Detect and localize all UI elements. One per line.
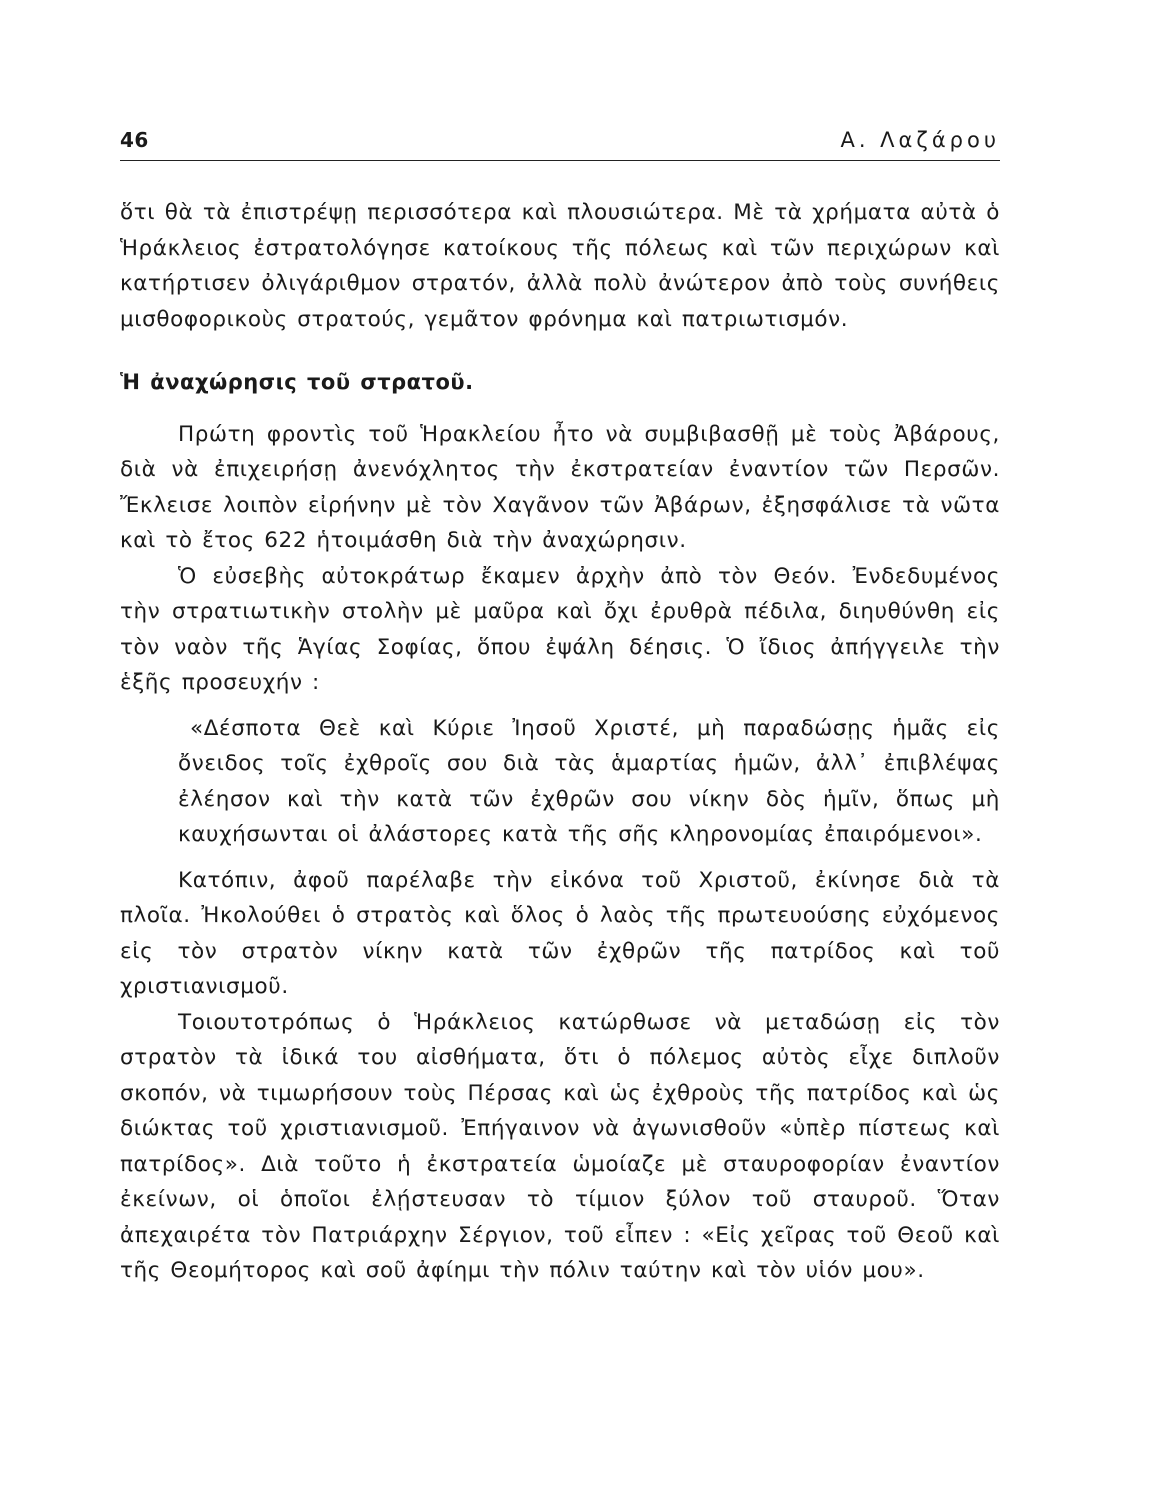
body-text [120,195,1000,1289]
paragraph: Ὁ εὐσεβὴς αὐτοκράτωρ ἔκαμεν ἀρχὴν ἀπὸ τὸν Θεόν. Ἐνδεδυμένος τὴν στρατιωτικὴν στολὴν μὲ μαῦρα καὶ ὄχι ἐρυθρὰ πέδιλα, διηυθύνθη εἰς τὸν ναὸν τῆς Ἁγίας Σοφίας, ὅπου ἐψάλη δέησις. Ὁ ἴδιος ἀπήγγειλε τὴν ἑξῆς προσευχήν : [120,563,1000,695]
paragraph: Πρώτη φροντὶς τοῦ Ἡρακλείου ἦτο νὰ συμβιβασθῇ μὲ τοὺς Ἀβάρους, διὰ νὰ ἐπιχειρήσῃ ἀνενόχλητος τὴν ἐκστρατείαν ἐναντίον τῶν Περσῶν. Ἔκλεισε λοιπὸν εἰρήνην μὲ τὸν Χαγᾶνον τῶν Ἀβάρων, ἐξησφάλισε τὰ νῶτα καὶ τὸ ἔτος 622 ἡτοιμάσθη διὰ τὴν ἀναχώρησιν. [120,421,1000,553]
paragraph: Κατόπιν, ἀφοῦ παρέλαβε τὴν εἰκόνα τοῦ Χριστοῦ, ἐκίνησε διὰ τὰ πλοῖα. Ἠκολούθει ὁ στρατὸς καὶ ὅλος ὁ λαὸς τῆς πρωτευούσης εὐχόμενος εἰς τὸν στρατὸν νίκην κατὰ τῶν ἐχθρῶν τῆς πατρίδος καὶ τοῦ χριστιανισμοῦ. [120,867,1000,999]
paragraph-continuation: ὅτι θὰ τὰ ἐπιστρέψῃ περισσότερα καὶ πλουσιώτερα. Μὲ τὰ χρήματα αὐτὰ ὁ Ἡράκλειος ἐστρατολόγησε κατοίκους τῆς πόλεως καὶ τῶν περιχώρων καὶ κατήρτισεν ὀλιγάριθμον στρατόν, ἀλλὰ πολὺ ἀνώτερον ἀπὸ τοὺς συνήθεις μισθοφορικοὺς στρατούς, γεμᾶτον φρόνημα καὶ πατριωτισμόν. [120,200,1000,332]
running-head-author: Α. Λαζάρου [840,128,1000,152]
page-header [120,128,1000,162]
prayer-quote: «Δέσποτα Θεὲ καὶ Κύριε Ἰησοῦ Χριστέ, μὴ παραδώσῃς ἡμᾶς εἰς ὄνειδος τοῖς ἐχθροῖς σου διὰ τὰς ἁμαρτίας ἡμῶν, ἀλλ᾽ ἐπιβλέψας ἐλέησον καὶ τὴν κατὰ τῶν ἐχθρῶν σου νίκην δὸς ἡμῖν, ὅπως μὴ καυχήσωνται οἱ ἀλάστορες κατὰ τῆς σῆς κληρονομίας ἐπαιρόμενοι». [178,715,1000,847]
paragraph: Τοιουτοτρόπως ὁ Ἡράκλειος κατώρθωσε νὰ μεταδώσῃ εἰς τὸν στρατὸν τὰ ἰδικά του αἰσθήματα, ὅτι ὁ πόλεμος αὐτὸς εἶχε διπλοῦν σκοπόν, νὰ τιμωρήσουν τοὺς Πέρσας καὶ ὡς ἐχθροὺς τῆς πατρίδος καὶ ὡς διώκτας τοῦ χριστιανισμοῦ. Ἐπήγαινον νὰ ἀγωνισθοῦν «ὑπὲρ πίστεως καὶ πατρίδος». Διὰ τοῦτο ἡ ἐκστρατεία ὡμοίαζε μὲ σταυροφορίαν ἐναντίον ἐκείνων, οἱ ὁποῖοι ἐλῄστευσαν τὸ τίμιον ξύλον τοῦ σταυροῦ. Ὅταν ἀπεχαιρέτα τὸν Πατριάρχην Σέργιον, τοῦ εἶπεν : «Εἰς χεῖρας τοῦ Θεοῦ καὶ τῆς Θεομήτορος καὶ σοῦ ἀφίημι τὴν πόλιν ταύτην καὶ τὸν υἱόν μου». [120,1009,1000,1283]
section-heading: Ἡ ἀναχώρησις τοῦ στρατοῦ. [120,370,474,394]
header-rule [120,160,1000,161]
page-number: 46 [120,128,149,152]
